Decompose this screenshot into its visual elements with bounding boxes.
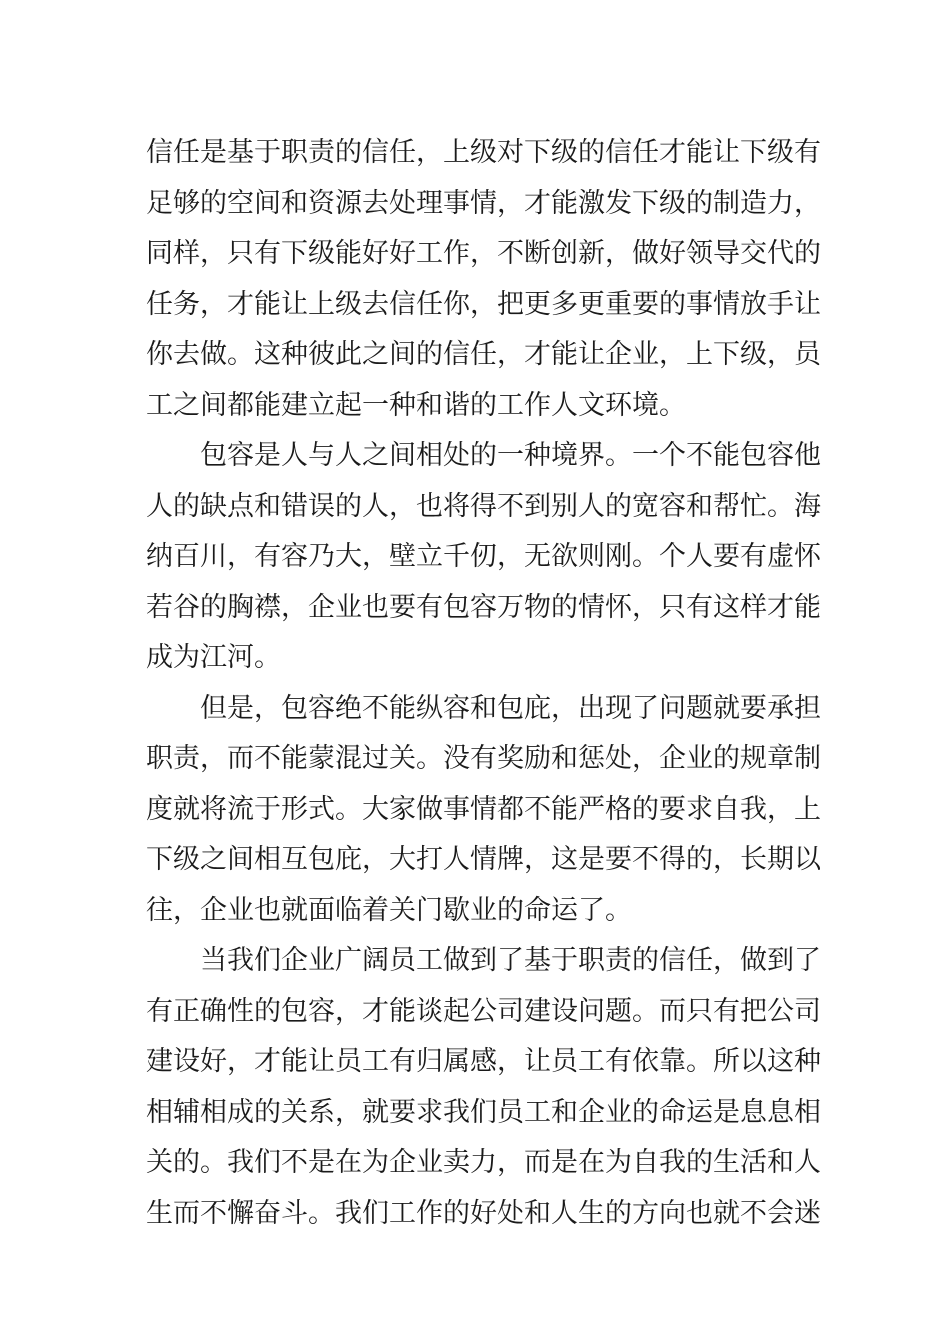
text-line: 职责，而不能蒙混过关。没有奖励和惩处，企业的规章制 bbox=[146, 743, 821, 774]
text-line: 下级之间相互包庇，大打人情牌，这是要不得的，长期以 bbox=[146, 844, 821, 875]
text-line: 成为江河。 bbox=[146, 642, 281, 673]
text-line: 往，企业也就面临着关门歇业的命运了。 bbox=[146, 894, 632, 926]
text-line: 若谷的胸襟，企业也要有包容万物的情怀，只有这样才能 bbox=[146, 591, 821, 623]
paragraph-first-line: 包容是人与人之间相处的一种境界。一个不能包容他 bbox=[200, 440, 821, 471]
text-line: 你去做。这种彼此之间的信任，才能让企业，上下级，员 bbox=[146, 339, 821, 370]
text-line: 工之间都能建立起一种和谐的工作人文环境。 bbox=[146, 389, 686, 421]
text-line: 任务，才能让上级去信任你，把更多更重要的事情放手让 bbox=[146, 288, 821, 320]
paragraph-first-line: 但是，包容绝不能纵容和包庇，出现了问题就要承担 bbox=[200, 692, 821, 724]
text-line: 建设好，才能让员工有归属感，让员工有依靠。所以这种 bbox=[146, 1046, 821, 1077]
text-line: 度就将流于形式。大家做事情都不能严格的要求自我，上 bbox=[146, 793, 821, 825]
text-line: 足够的空间和资源去处理事情，才能激发下级的制造力， bbox=[146, 187, 821, 219]
paragraph-first-line: 当我们企业广阔员工做到了基于职责的信任，做到了 bbox=[200, 945, 821, 976]
text-line: 纳百川，有容乃大，壁立千仞，无欲则刚。个人要有虚怀 bbox=[146, 541, 821, 572]
text-line: 相辅相成的关系，就要求我们员工和企业的命运是息息相 bbox=[146, 1096, 821, 1128]
document-body bbox=[146, 128, 821, 1239]
text-line: 生而不懈奋斗。我们工作的好处和人生的方向也就不会迷 bbox=[146, 1197, 821, 1229]
text-line: 有正确性的包容，才能谈起公司建设问题。而只有把公司 bbox=[146, 995, 821, 1027]
text-line: 同样，只有下级能好好工作，不断创新，做好领导交代的 bbox=[146, 238, 821, 269]
text-line: 信任是基于职责的信任，上级对下级的信任才能让下级有 bbox=[146, 137, 821, 168]
text-line: 人的缺点和错误的人，也将得不到别人的宽容和帮忙。海 bbox=[146, 490, 821, 522]
text-line: 关的。我们不是在为企业卖力，而是在为自我的生活和人 bbox=[146, 1147, 821, 1178]
